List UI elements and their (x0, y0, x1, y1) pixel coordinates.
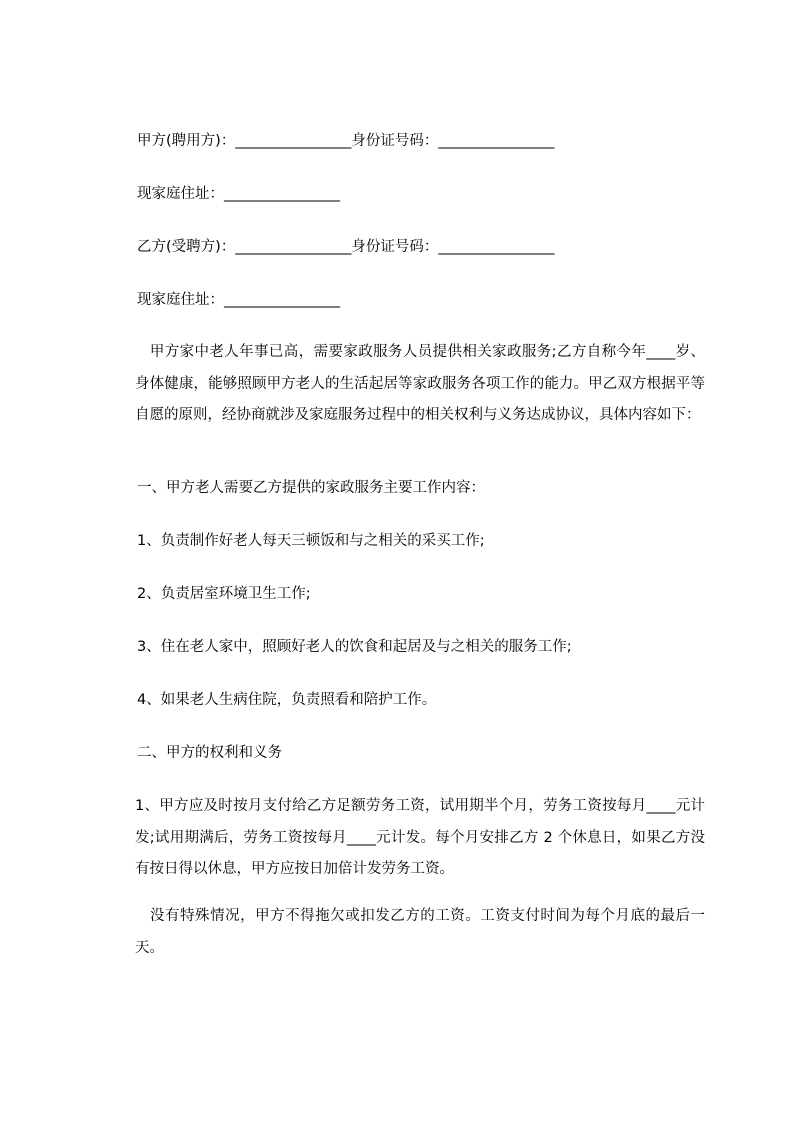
section-1-item-4: 4、如果老人生病住院，负责照看和陪护工作。 (137, 692, 437, 708)
section-1-item-1: 1、负责制作好老人每天三顿饭和与之相关的采买工作; (137, 533, 485, 549)
party-b-address-blank: ________________ (224, 292, 340, 308)
section-2-clause-1: 1、甲方应及时按月支付给乙方足额劳务工资，试用期半个月，劳务工资按每月____元计发;试用期满后，劳务工资按每月____元计发。每个月安排乙方 2 个休息日，如果乙方没有按日得以休息，甲方应按日加倍计发劳务工资。 (135, 798, 705, 877)
party-b-line (137, 237, 554, 257)
party-b-label: 乙方(受聘方)： (137, 239, 236, 255)
party-a-name-blank: ________________ (235, 133, 352, 149)
section-2-clause-2: 没有特殊情况，甲方不得拖欠或扣发乙方的工资。工资支付时间为每个月底的最后一天。 (135, 908, 705, 956)
party-b-id-label: 身份证号码： (351, 239, 439, 255)
section-1-item-3: 3、住在老人家中，照顾好老人的饮食和起居及与之相关的服务工作; (137, 639, 572, 655)
party-a-id-label: 身份证号码： (351, 133, 439, 149)
party-a-line (137, 131, 554, 151)
party-b-address-line (137, 290, 340, 310)
section-1-heading: 一、甲方老人需要乙方提供的家政服务主要工作内容： (137, 480, 485, 496)
party-a-label: 甲方(聘用方)： (137, 133, 236, 149)
intro-paragraph: 甲方家中老人年事已高，需要家政服务人员提供相关家政服务;乙方自称今年____岁、身体健康，能够照顾甲方老人的生活起居等家政服务各项工作的能力。甲乙双方根据平等自愿的原则，经协商就涉及家庭服务过程中的相关权利与义务达成协议，具体内容如下： (135, 344, 705, 423)
party-b-address-label: 现家庭住址： (137, 292, 224, 308)
section-2-heading: 二、甲方的权利和义务 (137, 745, 282, 761)
party-a-address-blank: ________________ (224, 186, 340, 202)
party-b-id-blank: ________________ (438, 239, 555, 255)
party-a-address-line (137, 184, 340, 204)
party-a-address-label: 现家庭住址： (137, 186, 224, 202)
section-1-item-2: 2、负责居室环境卫生工作; (137, 586, 311, 602)
party-b-name-blank: ________________ (235, 239, 352, 255)
party-a-id-blank: ________________ (438, 133, 555, 149)
